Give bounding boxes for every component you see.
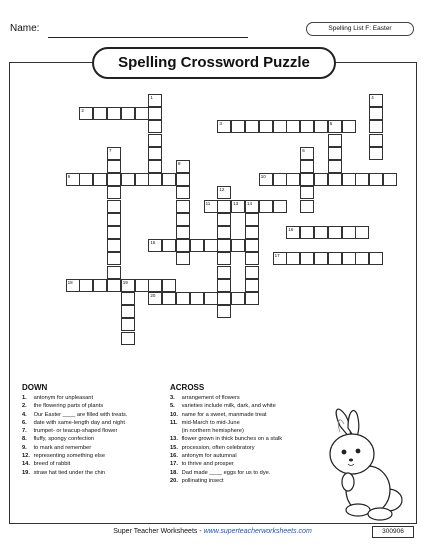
crossword-cell[interactable]	[328, 226, 342, 239]
clue-item	[170, 411, 282, 419]
clue-number: 9	[67, 174, 71, 180]
crossword-cell[interactable]	[328, 147, 342, 160]
clue-item-text: antonym for unpleasant	[32, 395, 94, 401]
crossword-cell[interactable]	[107, 266, 121, 279]
crossword-cell[interactable]	[355, 252, 369, 265]
crossword-cell[interactable]	[162, 239, 176, 252]
crossword-cell[interactable]	[369, 173, 383, 186]
name-label: Name:	[10, 23, 40, 34]
crossword-cell[interactable]	[231, 292, 245, 305]
crossword-cell[interactable]	[66, 279, 80, 292]
crossword-cell[interactable]	[231, 239, 245, 252]
crossword-cell[interactable]	[328, 173, 342, 186]
clue-item	[170, 435, 282, 443]
clue-item-text: (in northern hemisphere)	[180, 428, 244, 435]
crossword-cell[interactable]	[107, 186, 121, 199]
clue-item-text: trumpet- or teacup-shaped flower	[32, 428, 118, 435]
crossword-cell[interactable]	[79, 173, 93, 186]
clue-item-number: 10.	[170, 411, 178, 418]
crossword-cell[interactable]	[342, 252, 356, 265]
crossword-cell[interactable]	[121, 332, 135, 345]
clue-item	[22, 444, 127, 452]
crossword-cell[interactable]	[135, 107, 149, 120]
crossword-cell[interactable]	[176, 239, 190, 252]
crossword-cell[interactable]	[121, 305, 135, 318]
clue-item-number: 14.	[22, 461, 30, 468]
clue-number: 17	[274, 253, 280, 259]
crossword-cell[interactable]	[314, 120, 328, 133]
crossword-cell[interactable]	[93, 279, 107, 292]
crossword-cell[interactable]	[245, 213, 259, 226]
crossword-cell[interactable]	[107, 279, 121, 292]
crossword-cell[interactable]	[121, 107, 135, 120]
crossword-cell[interactable]	[217, 252, 231, 265]
clue-item-text: antonym for autumnal	[180, 453, 237, 460]
crossword-cell[interactable]	[162, 279, 176, 292]
clue-item	[22, 402, 127, 410]
crossword-cell[interactable]	[217, 213, 231, 226]
bunny-illustration	[318, 402, 414, 522]
crossword-cell[interactable]	[176, 226, 190, 239]
crossword-cell[interactable]	[217, 239, 231, 252]
crossword-cell[interactable]	[342, 226, 356, 239]
footer-brand: Super Teacher Worksheets -	[113, 528, 204, 535]
clue-number: 18	[67, 279, 73, 285]
spelling-list-badge: Spelling List F: Easter	[306, 22, 414, 36]
clue-number: 14	[247, 200, 253, 206]
crossword-cell[interactable]	[190, 239, 204, 252]
crossword-cell[interactable]	[217, 200, 231, 213]
crossword-cell[interactable]	[286, 120, 300, 133]
crossword-cell[interactable]	[148, 147, 162, 160]
clue-number: 2	[81, 108, 84, 114]
clue-item-text: arrangement of flowers	[180, 395, 240, 401]
crossword-cell[interactable]	[328, 160, 342, 173]
crossword-cell[interactable]	[107, 213, 121, 226]
clue-item-text: mid-March to mid-June	[180, 419, 240, 426]
crossword-cell[interactable]	[355, 173, 369, 186]
crossword-cell[interactable]	[245, 279, 259, 292]
crossword-cell[interactable]	[176, 186, 190, 199]
clue-item-text: procession, often celebratory	[180, 444, 255, 451]
clue-item-number: 20.	[170, 477, 178, 484]
down-heading: DOWN	[22, 383, 48, 392]
clue-number: 15	[150, 240, 156, 246]
clue-number: 20	[150, 293, 156, 298]
crossword-cell[interactable]	[79, 107, 93, 120]
crossword-cell[interactable]	[148, 120, 162, 133]
footer-url-link[interactable]: www.superteacherworksheets.com	[203, 528, 312, 535]
crossword-cell[interactable]	[286, 226, 300, 239]
clue-item-number: 13.	[170, 436, 178, 443]
crossword-cell[interactable]	[369, 107, 383, 120]
crossword-cell[interactable]	[369, 147, 383, 160]
crossword-cell[interactable]	[176, 173, 190, 186]
clue-number: 19	[122, 279, 128, 285]
clue-item-number: 2.	[22, 403, 27, 410]
clue-item	[22, 419, 127, 427]
clue-item	[170, 427, 282, 435]
clue-number: 13	[233, 200, 239, 206]
clue-item	[170, 460, 282, 468]
crossword-cell[interactable]	[148, 239, 162, 252]
clue-item-text: Dad made ____ eggs for us to dye.	[180, 469, 271, 476]
crossword-cell[interactable]	[107, 107, 121, 120]
clue-item-text: fluffy, spongy confection	[32, 436, 95, 443]
crossword-cell[interactable]	[190, 292, 204, 305]
crossword-cell[interactable]	[121, 173, 135, 186]
crossword-cell[interactable]	[107, 200, 121, 213]
clue-number: 11	[205, 200, 211, 206]
crossword-cell[interactable]	[328, 134, 342, 147]
crossword-cell[interactable]	[176, 213, 190, 226]
crossword-cell[interactable]	[204, 239, 218, 252]
clue-item-number: 9.	[22, 444, 27, 451]
crossword-cell[interactable]	[135, 279, 149, 292]
crossword-cell[interactable]	[162, 173, 176, 186]
crossword-cell[interactable]	[286, 173, 300, 186]
crossword-cell[interactable]	[176, 292, 190, 305]
worksheet-code: 300906	[372, 526, 414, 538]
crossword-cell[interactable]	[314, 226, 328, 239]
crossword-cell[interactable]	[245, 266, 259, 279]
crossword-cell[interactable]	[300, 160, 314, 173]
crossword-cell[interactable]	[231, 120, 245, 133]
clue-number: 8	[178, 161, 181, 166]
crossword-cell[interactable]	[107, 173, 121, 186]
crossword-cell[interactable]	[107, 147, 121, 160]
crossword-cell[interactable]	[107, 252, 121, 265]
clue-item-text: pollinating insect	[180, 477, 224, 484]
crossword-cell[interactable]	[148, 173, 162, 186]
clue-item-text: name for a sweet, manmade treat	[180, 411, 267, 418]
clue-item	[22, 452, 127, 460]
footer	[0, 528, 425, 535]
down-clues	[22, 394, 127, 477]
crossword-cell[interactable]	[328, 252, 342, 265]
crossword-cell[interactable]	[259, 120, 273, 133]
clue-number: 6	[302, 147, 305, 153]
clue-item	[22, 394, 127, 402]
clue-item-number: 7.	[22, 428, 27, 435]
clue-item-number: 8.	[22, 436, 27, 443]
clue-item-number: 1.	[22, 395, 27, 401]
clue-item	[22, 435, 127, 443]
crossword-cell[interactable]	[245, 252, 259, 265]
clue-item-text: date with same-length day and night	[32, 419, 125, 426]
across-clues	[170, 394, 282, 485]
clue-item	[170, 452, 282, 460]
crossword-cell[interactable]	[259, 173, 273, 186]
crossword-cell[interactable]	[300, 186, 314, 199]
crossword-cell[interactable]	[231, 200, 245, 213]
crossword-cell[interactable]	[217, 186, 231, 199]
crossword-cell[interactable]	[204, 200, 218, 213]
crossword-cell[interactable]	[342, 173, 356, 186]
crossword-cell[interactable]	[107, 239, 121, 252]
clue-item-number: 3.	[170, 395, 175, 401]
crossword-cell[interactable]	[273, 200, 287, 213]
name-line[interactable]	[48, 37, 248, 38]
clue-item	[170, 394, 282, 402]
clue-number: 12	[219, 187, 225, 193]
clue-item-number: 18.	[170, 469, 178, 476]
clue-item-number: 17.	[170, 461, 178, 468]
crossword-cell[interactable]	[217, 120, 231, 133]
crossword-cell[interactable]	[300, 173, 314, 186]
crossword-cell[interactable]	[245, 292, 259, 305]
crossword-cell[interactable]	[204, 292, 218, 305]
crossword-cell[interactable]	[121, 292, 135, 305]
crossword-cell[interactable]	[300, 226, 314, 239]
across-heading: ACROSS	[170, 383, 205, 392]
crossword-cell[interactable]	[245, 239, 259, 252]
crossword-cell[interactable]	[176, 160, 190, 173]
crossword-cell[interactable]	[217, 279, 231, 292]
crossword-cell[interactable]	[328, 120, 342, 133]
crossword-cell[interactable]	[93, 107, 107, 120]
clue-number: 10	[260, 174, 266, 180]
crossword-cell[interactable]	[148, 160, 162, 173]
clue-item-text: breed of rabbit	[32, 461, 71, 468]
crossword-cell[interactable]	[176, 252, 190, 265]
crossword-cell[interactable]	[273, 173, 287, 186]
crossword-cell[interactable]	[245, 200, 259, 213]
crossword-cell[interactable]	[79, 279, 93, 292]
crossword-cell[interactable]	[369, 252, 383, 265]
crossword-cell[interactable]	[148, 292, 162, 305]
clue-item	[170, 402, 282, 410]
crossword-cell[interactable]	[286, 252, 300, 265]
clue-item	[22, 460, 127, 468]
clue-item	[22, 469, 127, 477]
crossword-cell[interactable]	[300, 200, 314, 213]
clue-item	[170, 444, 282, 452]
crossword-cell[interactable]	[245, 226, 259, 239]
clue-item	[170, 477, 282, 485]
crossword-cell[interactable]	[273, 252, 287, 265]
clue-item-text: the flowering parts of plants	[32, 403, 104, 410]
crossword-cell[interactable]	[135, 173, 149, 186]
clue-item	[22, 427, 127, 435]
crossword-cell[interactable]	[300, 252, 314, 265]
crossword-cell[interactable]	[355, 226, 369, 239]
page-title: Spelling Crossword Puzzle	[92, 47, 336, 79]
crossword-cell[interactable]	[176, 200, 190, 213]
crossword-cell[interactable]	[300, 120, 314, 133]
crossword-cell[interactable]	[273, 120, 287, 133]
clue-item-number: 15.	[170, 444, 178, 451]
clue-item-text: to mark and remember	[32, 444, 92, 451]
clue-item-number: 12.	[22, 453, 30, 460]
crossword-cell[interactable]	[369, 94, 383, 107]
clue-item-text: Our Easter ____ are filled with treats.	[32, 411, 128, 418]
crossword-cell[interactable]	[259, 200, 273, 213]
crossword-cell[interactable]	[93, 173, 107, 186]
crossword-cell[interactable]	[383, 173, 397, 186]
clue-number: 4	[371, 95, 374, 100]
clue-item-text: straw hat tied under the chin	[32, 469, 106, 476]
clue-item-number: 16.	[170, 453, 178, 460]
clue-item-number: 5.	[170, 403, 175, 410]
crossword-cell[interactable]	[217, 266, 231, 279]
crossword-cell[interactable]	[342, 120, 356, 133]
crossword-cell[interactable]	[148, 107, 162, 120]
crossword-cell[interactable]	[314, 173, 328, 186]
clue-item	[22, 411, 127, 419]
clue-item-text: varieties include milk, dark, and white	[180, 403, 276, 410]
crossword-cell[interactable]	[148, 134, 162, 147]
crossword-cell[interactable]	[107, 226, 121, 239]
crossword-cell[interactable]	[162, 292, 176, 305]
clue-number: 7	[109, 147, 112, 153]
crossword-cell[interactable]	[121, 318, 135, 331]
clue-item-text: flower grown in thick bunches on a stalk	[180, 436, 283, 443]
crossword-cell[interactable]	[217, 305, 231, 318]
clue-item-number: 6.	[22, 419, 27, 426]
clue-item-number: 11.	[170, 419, 178, 426]
clue-item	[170, 469, 282, 477]
clue-item-number: 4.	[22, 411, 27, 418]
clue-number: 3	[219, 121, 222, 127]
crossword-cell[interactable]	[245, 120, 259, 133]
crossword-cell[interactable]	[66, 173, 80, 186]
crossword-cell[interactable]	[369, 120, 383, 133]
crossword-cell[interactable]	[314, 252, 328, 265]
clue-item	[170, 419, 282, 427]
crossword-cell[interactable]	[369, 134, 383, 147]
clue-number: 5	[329, 121, 333, 127]
clue-item-text: representing something else	[32, 453, 106, 460]
crossword-cell[interactable]	[300, 147, 314, 160]
clue-item-text: to thrive and prosper	[180, 461, 234, 468]
clue-number: 1	[150, 95, 153, 100]
crossword-cell[interactable]	[217, 226, 231, 239]
crossword-cell[interactable]	[148, 94, 162, 107]
crossword-cell[interactable]	[107, 160, 121, 173]
clue-number: 16	[288, 227, 294, 232]
crossword-cell[interactable]	[121, 279, 135, 292]
crossword-cell[interactable]	[217, 292, 231, 305]
crossword-cell[interactable]	[148, 279, 162, 292]
clue-item-number: 19.	[22, 469, 30, 476]
